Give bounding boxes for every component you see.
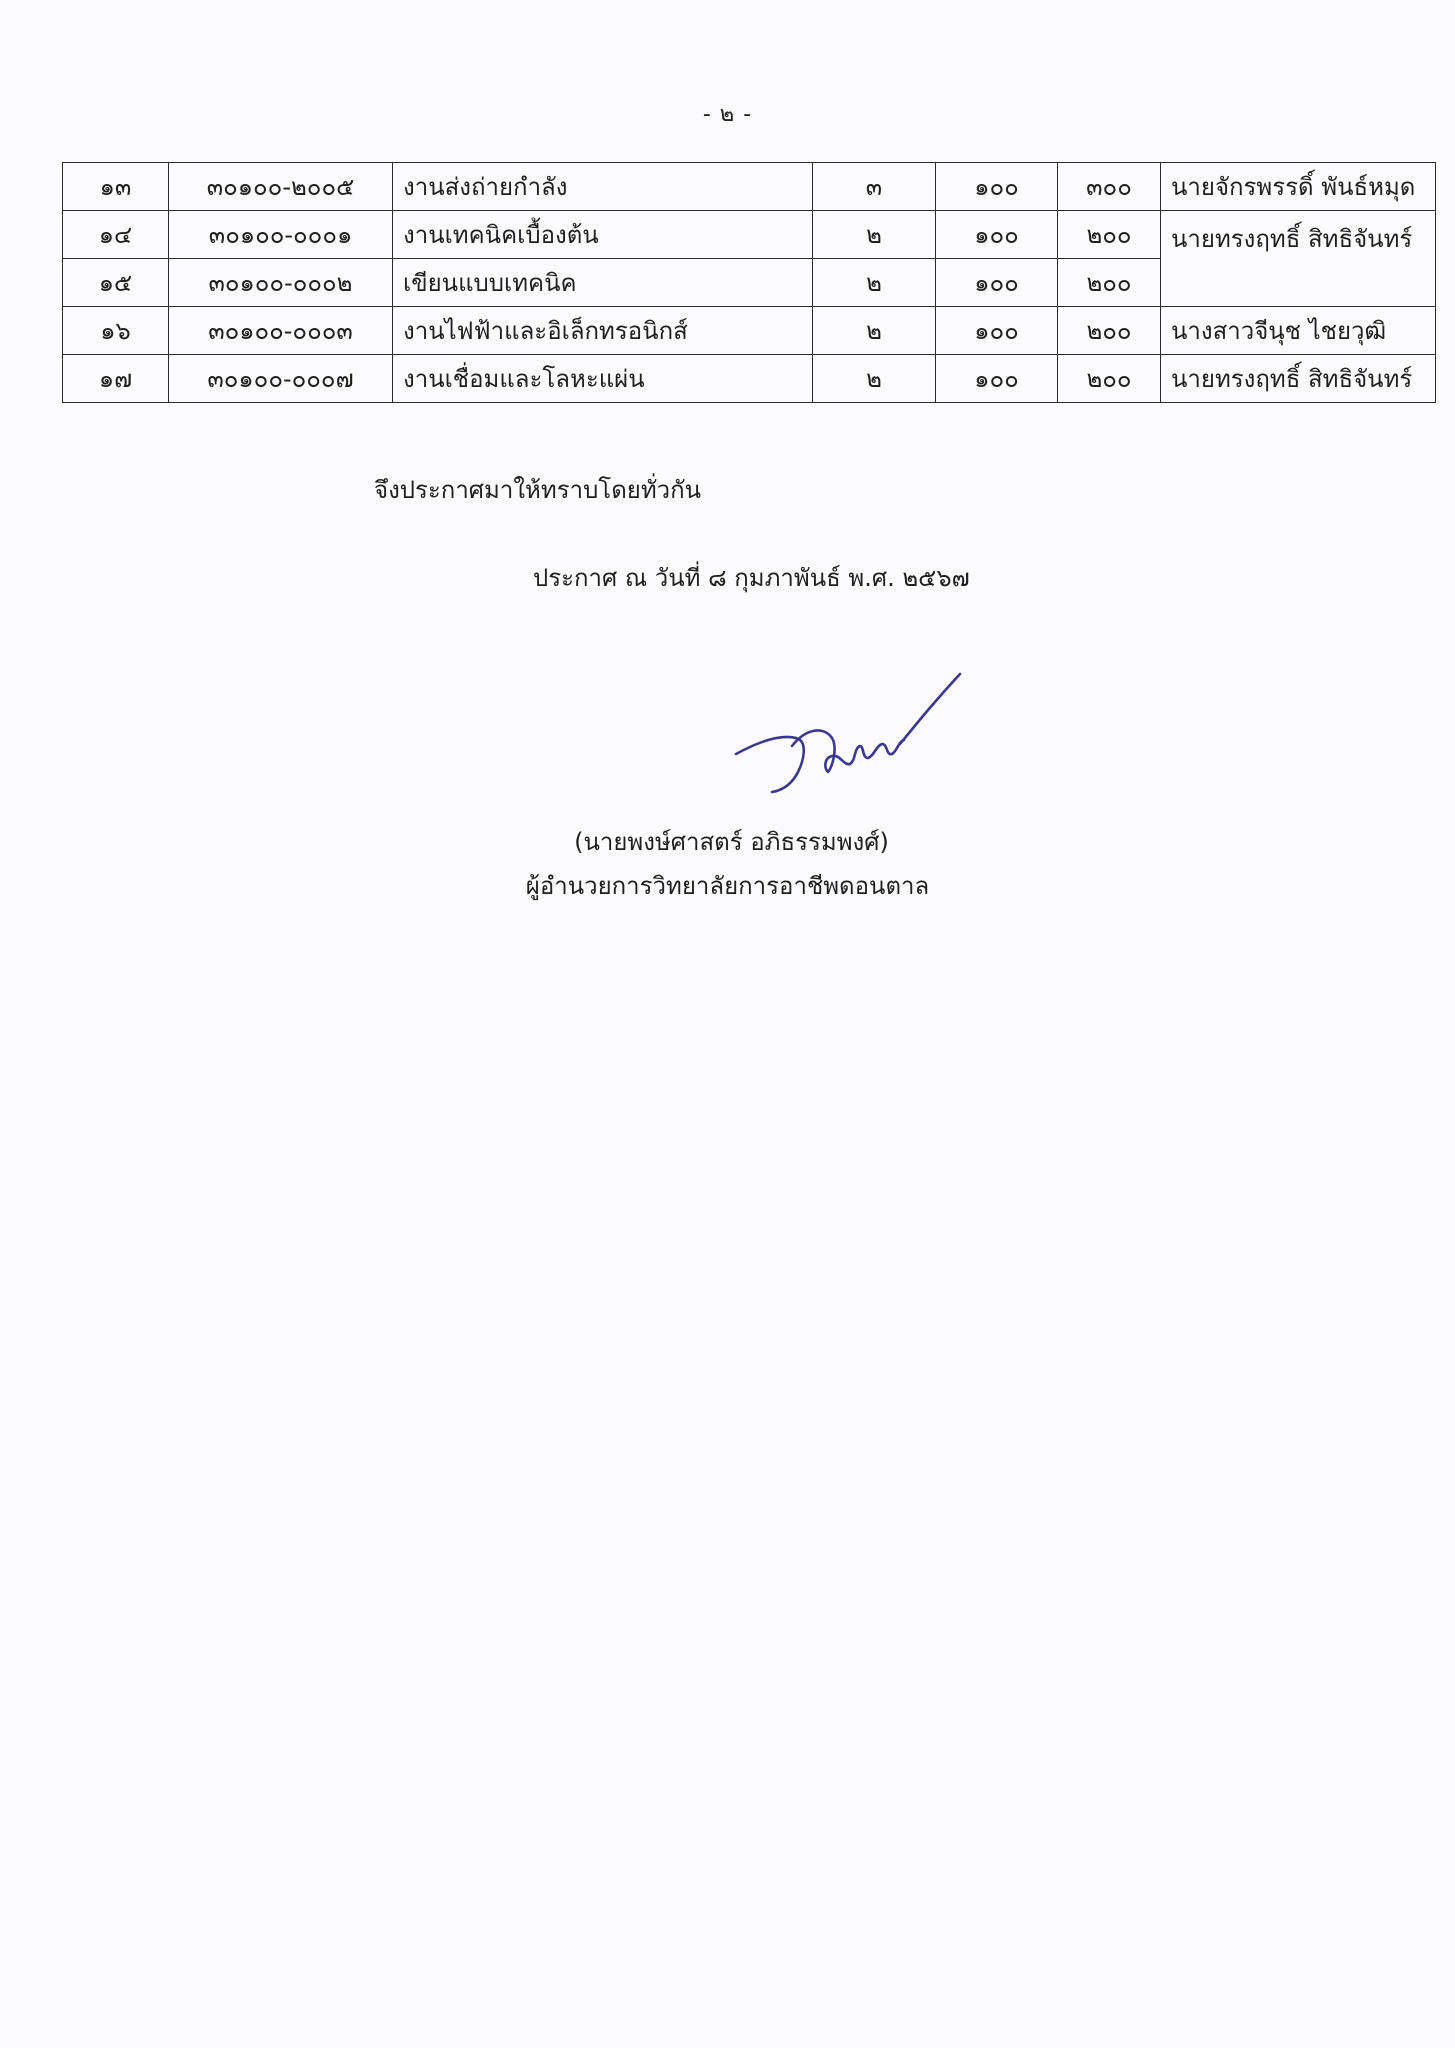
teacher-name: นางสาวจีนุช ไชยวุฒิ (1161, 307, 1436, 355)
row-number: ๑๖ (63, 307, 169, 355)
course-code: ๓๐๑๐๐-๐๐๐๓ (169, 307, 393, 355)
course-name: งานเทคนิคเบื้องต้น (393, 211, 813, 259)
table-row (63, 211, 1436, 259)
course-credits: ๒ (813, 211, 936, 259)
course-code: ๓๐๑๐๐-๒๐๐๕ (169, 163, 393, 211)
fee-per-credit: ๑๐๐ (936, 211, 1058, 259)
course-name: งานเชื่อมและโลหะแผ่น (393, 355, 813, 403)
course-credits: ๒ (813, 259, 936, 307)
handwritten-signature (728, 672, 978, 802)
teacher-name: นายจักรพรรดิ์ พันธ์หมุด (1161, 163, 1436, 211)
fee-total: ๒๐๐ (1058, 211, 1161, 259)
fee-total: ๒๐๐ (1058, 259, 1161, 307)
course-code: ๓๐๑๐๐-๐๐๐๗ (169, 355, 393, 403)
announcement-text: จึงประกาศมาให้ทราบโดยทั่วกัน (374, 476, 702, 504)
table-row (63, 307, 1436, 355)
teacher-name: นายทรงฤทธิ์ สิทธิจันทร์ (1161, 355, 1436, 403)
course-fee-table (62, 162, 1436, 403)
signer-name: (นายพงษ์ศาสตร์ อภิธรรมพงศ์) (574, 828, 889, 856)
fee-per-credit: ๑๐๐ (936, 355, 1058, 403)
course-code: ๓๐๑๐๐-๐๐๐๒ (169, 259, 393, 307)
row-number: ๑๔ (63, 211, 169, 259)
course-code: ๓๐๑๐๐-๐๐๐๑ (169, 211, 393, 259)
fee-per-credit: ๑๐๐ (936, 163, 1058, 211)
course-name: งานไฟฟ้าและอิเล็กทรอนิกส์ (393, 307, 813, 355)
teacher-name: นายทรงฤทธิ์ สิทธิจันทร์ (1161, 211, 1436, 307)
fee-per-credit: ๑๐๐ (936, 307, 1058, 355)
row-number: ๑๓ (63, 163, 169, 211)
course-name: งานส่งถ่ายกำลัง (393, 163, 813, 211)
course-name: เขียนแบบเทคนิค (393, 259, 813, 307)
fee-per-credit: ๑๐๐ (936, 259, 1058, 307)
announcement-date: ประกาศ ณ วันที่ ๘ กุมภาพันธ์ พ.ศ. ๒๕๖๗ (533, 564, 970, 592)
page-number: - ๒ - (702, 102, 753, 127)
fee-total: ๓๐๐ (1058, 163, 1161, 211)
signer-title: ผู้อำนวยการวิทยาลัยการอาชีพดอนตาล (525, 872, 930, 900)
table-row (63, 355, 1436, 403)
row-number: ๑๕ (63, 259, 169, 307)
table-row (63, 163, 1436, 211)
row-number: ๑๗ (63, 355, 169, 403)
course-credits: ๒ (813, 307, 936, 355)
course-credits: ๓ (813, 163, 936, 211)
fee-total: ๒๐๐ (1058, 307, 1161, 355)
course-credits: ๒ (813, 355, 936, 403)
fee-total: ๒๐๐ (1058, 355, 1161, 403)
